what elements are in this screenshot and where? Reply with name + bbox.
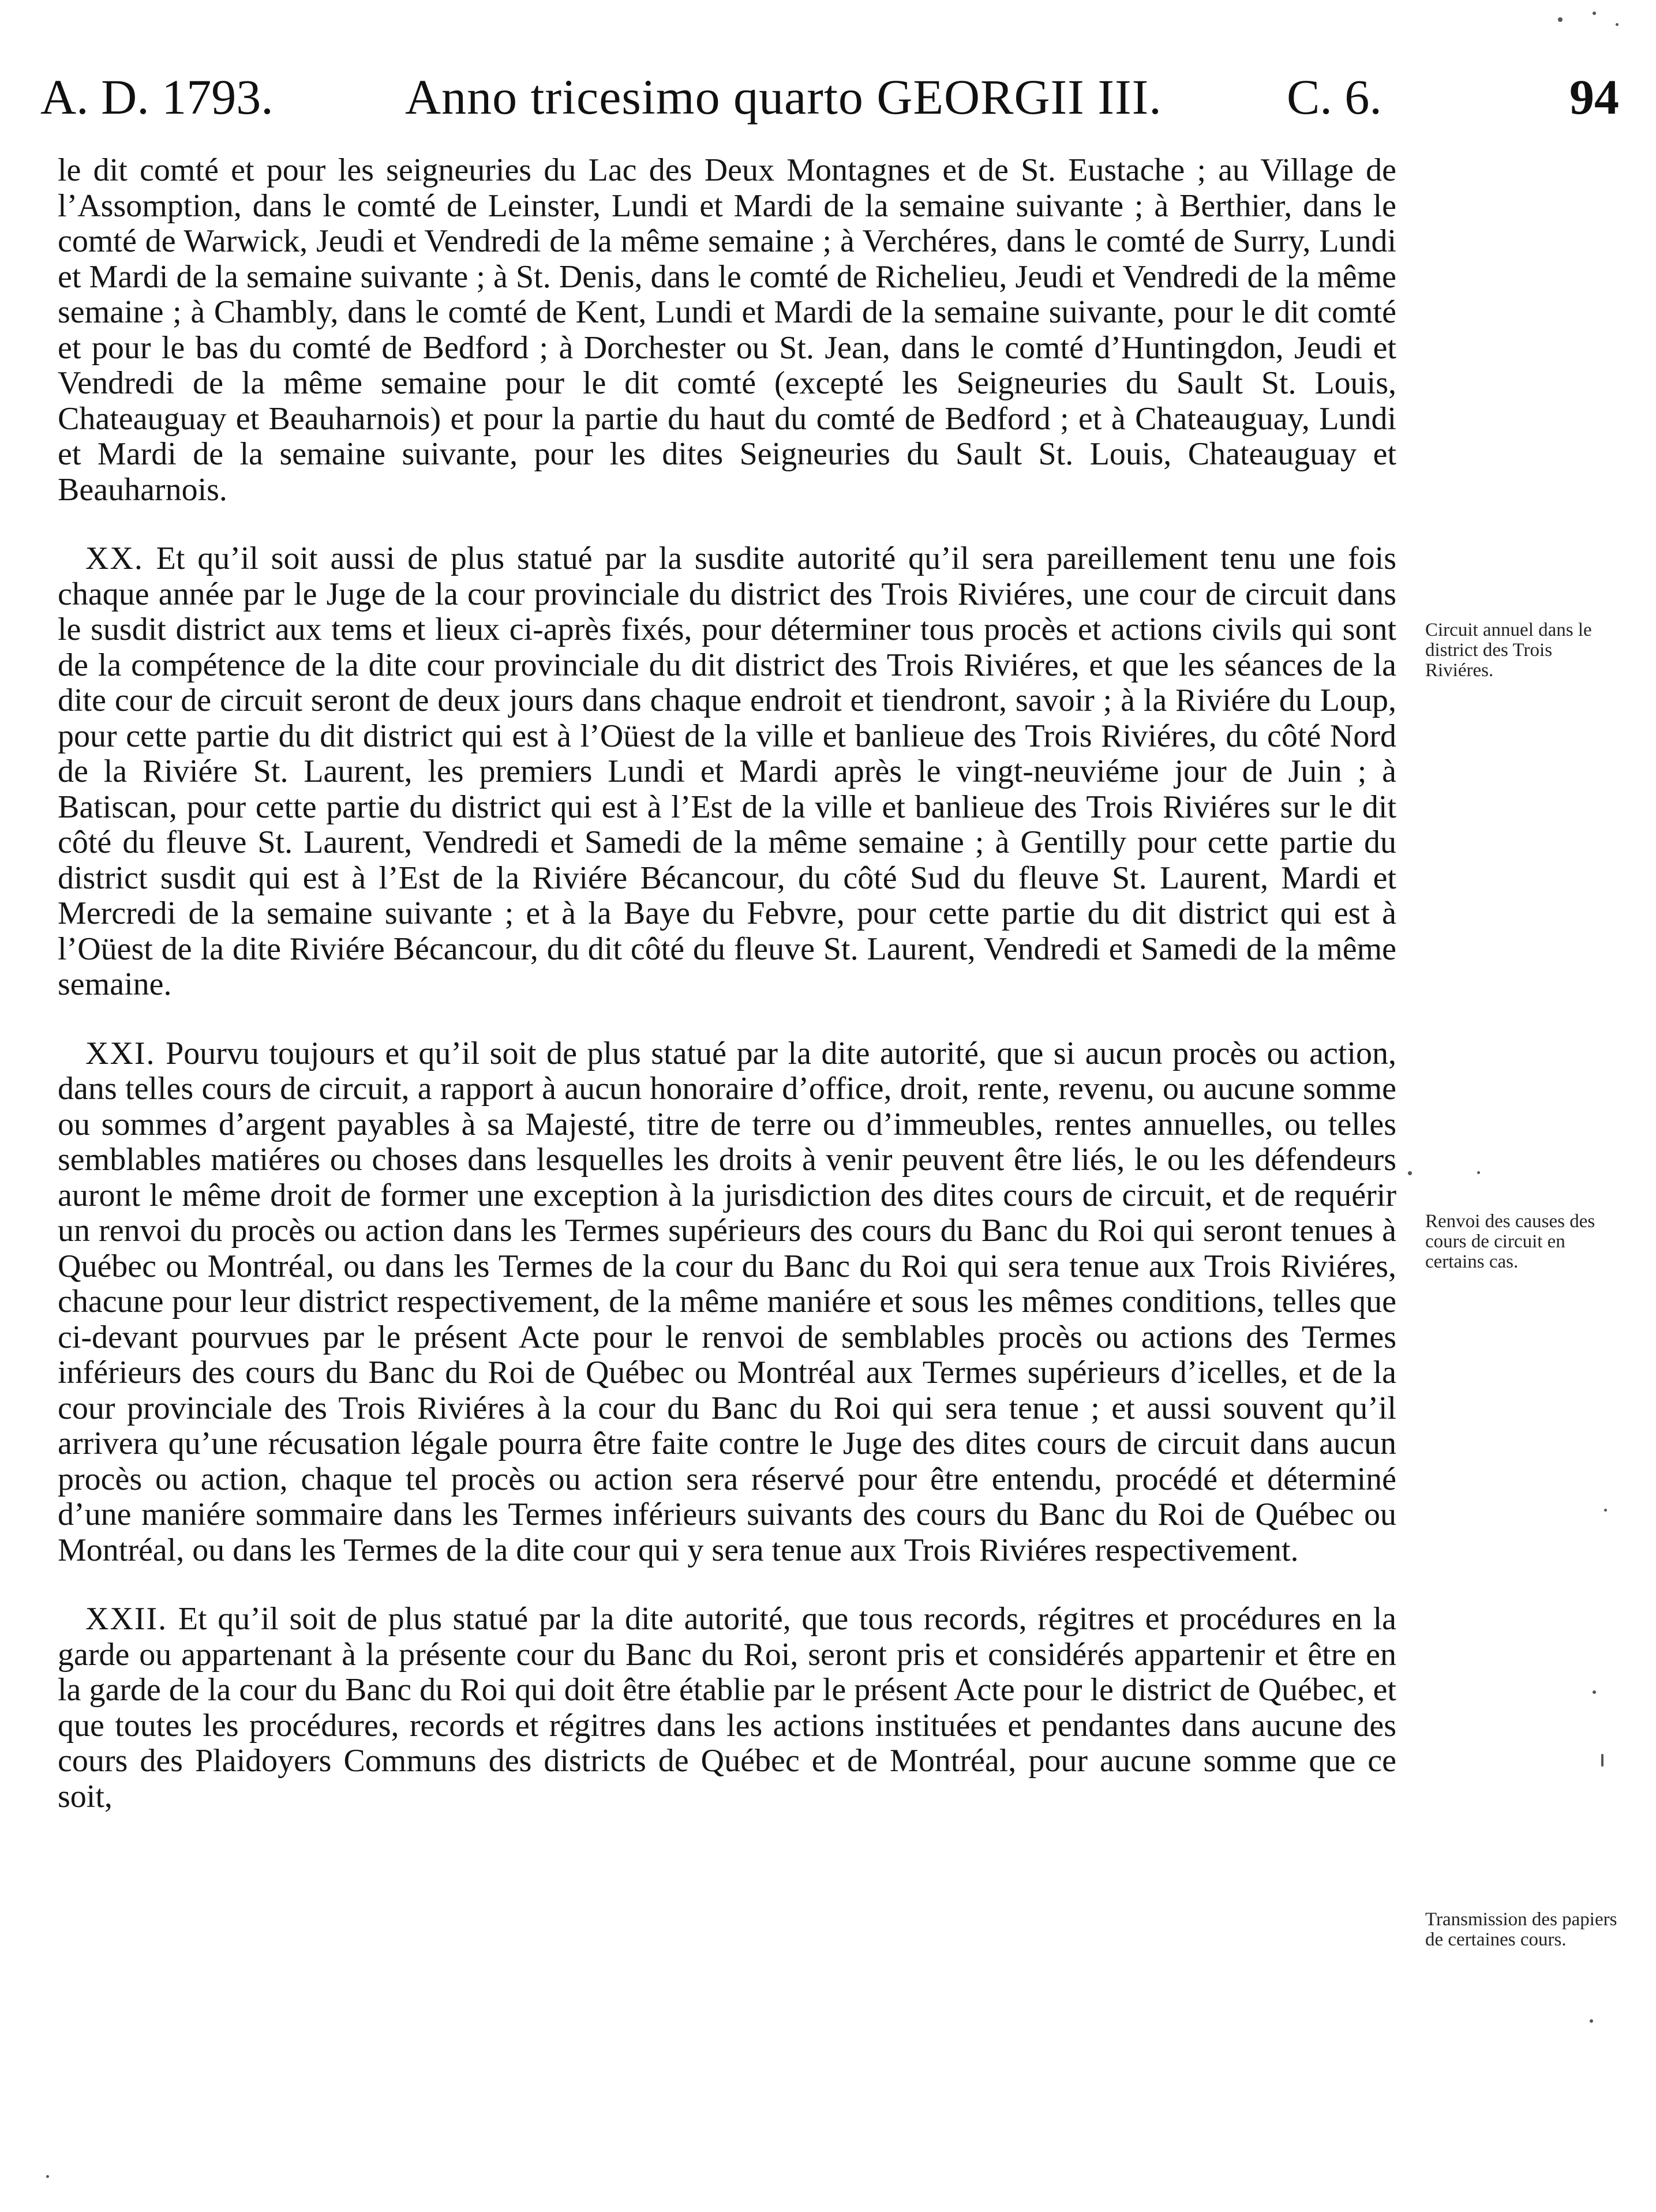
section-numeral: XXII. bbox=[85, 1601, 168, 1637]
print-speck bbox=[46, 2175, 49, 2178]
margin-note-circuit: Circuit annuel dans le district des Trois Riviéres. bbox=[1425, 620, 1592, 681]
print-speck bbox=[1593, 1690, 1596, 1694]
paragraph-continuation bbox=[58, 153, 1396, 508]
print-speck bbox=[1593, 12, 1596, 15]
paragraph-text: Et qu’il soit de plus statué par la dite autorité, que tous records, régitres et procédures en la garde ou appartenant à la présente cour du Banc du Roi, seront pris et considérés appartenir et être en la garde de la cour du Banc du Roi qui doit être établie par le présent Acte pour le district de Québec, et que toutes les procédures, records et régitres dans les actions instituées et pendantes dans aucune des cours des Plaidoyers Communs des districts de Québec et de Montréal, pour aucune somme que ce soit, bbox=[58, 1601, 1397, 1814]
print-speck bbox=[1408, 1171, 1412, 1175]
section-numeral: XX. bbox=[85, 541, 144, 576]
main-text-column bbox=[58, 153, 1396, 1814]
header-chapter: C. 6. bbox=[1287, 69, 1382, 125]
print-speck bbox=[1604, 1509, 1607, 1512]
section-numeral: XXI. bbox=[85, 1035, 156, 1071]
print-speck bbox=[1477, 1171, 1480, 1174]
print-speck bbox=[1558, 17, 1563, 22]
print-speck bbox=[1601, 1754, 1603, 1767]
print-speck bbox=[1590, 2019, 1593, 2023]
paragraph-text: Pourvu toujours et qu’il soit de plus statué par la dite autorité, que si aucun procès ou action, dans telles cours de circuit, a rapport à aucun honoraire d’office, droit, rente, revenu, ou aucune somme ou sommes d’argent payables à sa Majesté, titre de terre ou d’immeubles, rentes annuelles, ou telles semblables matiéres ou choses dans lesquelles les droits à venir peuvent être liés, le ou les défendeurs auront le même droit de former une exception à la jurisdiction des dites cours de circuit, et de requérir un renvoi du procès ou action dans les Termes supérieurs des cours du Banc du Roi qui seront tenues à Québec ou Montréal, ou dans les Termes de la cour du Banc du Roi qui sera tenue aux Trois Riviéres, chacune pour leur district respectivement, de la même maniére et sous les mêmes conditions, telles que ci-devant pourvues par le présent Acte pour le renvoi de semblables procès ou actions des Termes inférieurs des cours du Banc du Roi de Québec ou Montréal aux Termes supérieurs d’icelles, et de la cour provinciale des Trois Riviéres à la cour du Banc du Roi qui sera tenue ; et aussi souvent qu’il arrivera qu’une récusation légale pourra être faite contre le Juge des dites cours de circuit dans aucun procès ou action, chaque tel procès ou action sera réservé pour être entendu, procédé et déterminé d’une maniére sommaire dans les Termes inférieurs suivants des cours du Banc du Roi de Québec ou Montréal, ou dans les Termes de la dite cour qui y sera tenue aux Trois Riviéres respectivement. bbox=[58, 1035, 1397, 1568]
header-year: A. D. 1793. bbox=[40, 69, 273, 125]
paragraph-text: le dit comté et pour les seigneuries du Lac des Deux Montagnes et de St. Eustache ; au Village de l’Assomption, dans le comté de Leinster, Lundi et Mardi de la semaine suivante ; à Berthier, dans le comté de Warwick, Jeudi et Vendredi de la même semaine ; à Verchéres, dans le comté de Surry, Lundi et Mardi de la semaine suivante ; à St. Denis, dans le comté de Richelieu, Jeudi et Vendredi de la même semaine ; à Chambly, dans le comté de Kent, Lundi et Mardi de la semaine suivante, pour le dit comté et pour le bas du comté de Bedford ; à Dorchester ou St. Jean, dans le comté d’Huntingdon, Jeudi et Vendredi de la même semaine pour le dit comté (excepté les Seigneuries du Sault St. Louis, Chateauguay et Beauharnois) et pour la partie du haut du comté de Bedford ; et à Chateauguay, Lundi et Mardi de la semaine suivante, pour les dites Seigneuries du Sault St. Louis, Chateauguay et Beauharnois. bbox=[58, 152, 1396, 508]
paragraph-text: Et qu’il soit aussi de plus statué par la susdite autorité qu’il sera pareillement tenu une fois chaque année par le Juge de la cour provinciale du district des Trois Riviéres, une cour de circuit dans le susdit district aux tems et lieux ci-après fixés, pour déterminer tous procès et actions civils qui sont de la compétence de la dite cour provinciale du dit district des Trois Riviéres, et que les séances de la dite cour de circuit seront de deux jours dans chaque endroit et tiendront, savoir ; à la Riviére du Loup, pour cette partie du dit district qui est à l’Oüest de la ville et banlieue des Trois Riviéres, du côté Nord de la Riviére St. Laurent, les premiers Lundi et Mardi après le vingt-neuviéme jour de Juin ; à Batiscan, pour cette partie du district qui est à l’Est de la ville et banlieue des Trois Riviéres sur le dit côté du fleuve St. Laurent, Vendredi et Samedi de la même semaine ; à Gentilly pour cette partie du district susdit qui est à l’Est de la Riviére Bécancour, du côté Sud du fleuve St. Laurent, Mardi et Mercredi de la semaine suivante ; et à la Baye du Febvre, pour cette partie du dit district qui est à l’Oüest de la dite Riviére Bécancour, du dit côté du fleuve St. Laurent, Vendredi et Samedi de la même semaine. bbox=[58, 541, 1396, 1002]
section-xxii bbox=[58, 1602, 1396, 1814]
header-title: Anno tricesimo quarto GEORGII III. bbox=[405, 69, 1162, 125]
page-number: 94 bbox=[1569, 69, 1619, 125]
running-header bbox=[40, 62, 1619, 132]
section-xxi bbox=[58, 1036, 1396, 1569]
print-speck bbox=[1616, 23, 1618, 26]
section-xx bbox=[58, 541, 1396, 1003]
margin-note-renvoi: Renvoi des causes des cours de circuit en certains cas. bbox=[1425, 1211, 1595, 1272]
margin-note-transmission: Transmission des papiers de certaines cours. bbox=[1425, 1909, 1617, 1950]
